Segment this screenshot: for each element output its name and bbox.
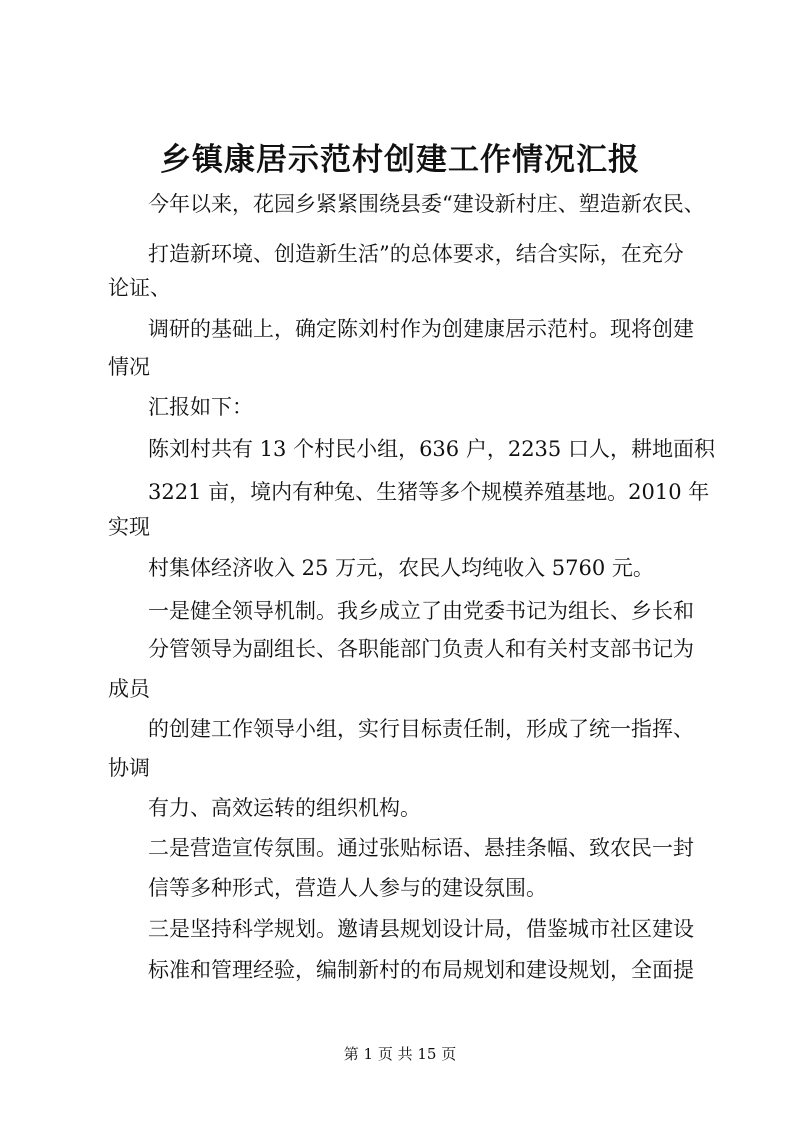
paragraph-line: 的创建工作领导小组，实行目标责任制，形成了统一指挥、	[148, 717, 694, 741]
paragraph-line: 有力、高效运转的组织机构。	[148, 796, 421, 820]
paragraph-line: 调研的基础上，确定陈刘村作为创建康居示范村。现将创建	[148, 317, 694, 341]
paragraph-line: 汇报如下：	[148, 395, 253, 419]
paragraph-line: 陈刘村共有 13 个村民小组，636 户，2235 口人，耕地面积	[148, 437, 715, 461]
document-title: 乡镇康居示范村创建工作情况汇报	[160, 142, 640, 178]
paragraph-line: 一是健全领导机制。我乡成立了由党委书记为组长、乡长和	[148, 599, 694, 623]
paragraph-line: 二是营造宣传氛围。通过张贴标语、悬挂条幅、致农民一封	[148, 836, 694, 860]
paragraph-line: 分管领导为副组长、各职能部门负责人和有关村支部书记为	[148, 637, 694, 661]
paragraph-line: 3221 亩，境内有种兔、生猪等多个规模养殖基地。2010 年	[148, 480, 710, 504]
paragraph-line: 信等多种形式，营造人人参与的建设氛围。	[148, 876, 547, 900]
paragraph-line: 三是坚持科学规划。邀请县规划设计局，借鉴城市社区建设	[148, 917, 694, 941]
paragraph-line: 成员	[108, 677, 150, 701]
paragraph-line: 实现	[108, 515, 150, 539]
paragraph-line: 论证、	[108, 276, 171, 300]
paragraph-line: 打造新环境、创造新生活”的总体要求，结合实际，在充分	[148, 242, 684, 266]
page-footer: 第 1 页 共 15 页	[343, 1045, 457, 1063]
paragraph-line: 协调	[108, 756, 150, 780]
paragraph-line: 今年以来，花园乡紧紧围绕县委“建设新村庄、塑造新农民、	[148, 192, 705, 216]
paragraph-line: 村集体经济收入 25 万元，农民人均纯收入 5760 元。	[148, 556, 654, 580]
paragraph-line: 标准和管理经验，编制新村的布局规划和建设规划，全面提	[148, 958, 694, 982]
paragraph-line: 情况	[108, 355, 150, 379]
